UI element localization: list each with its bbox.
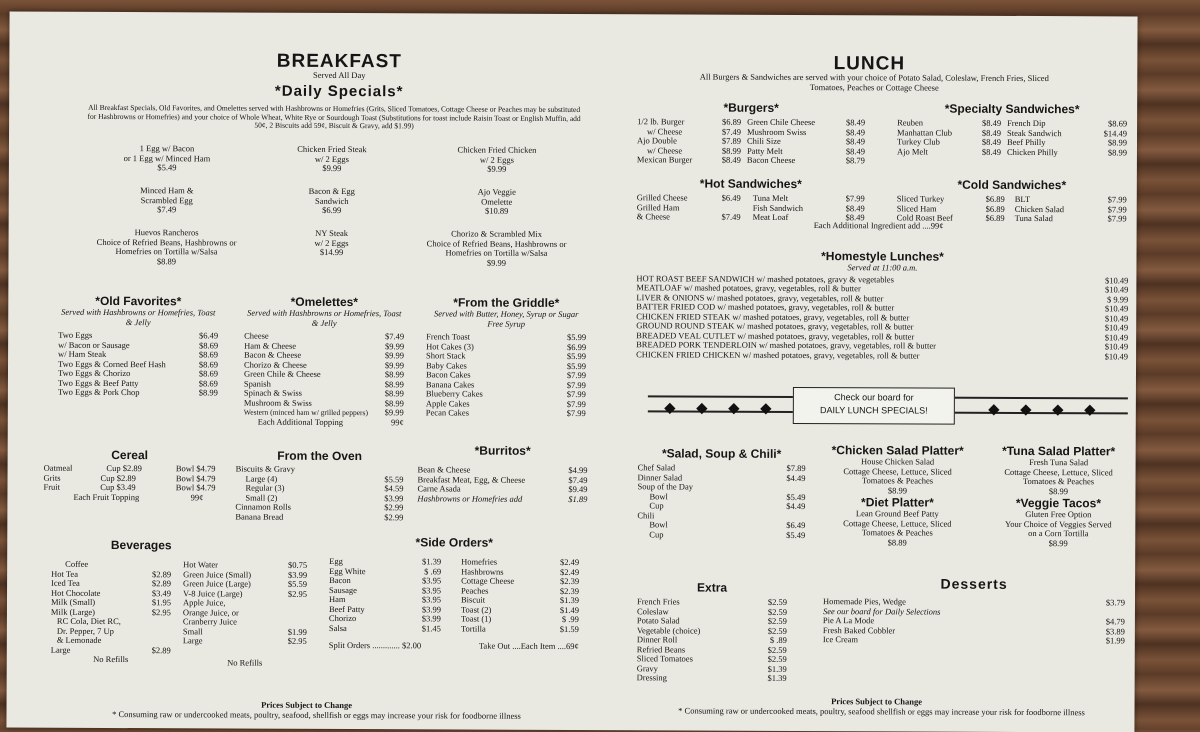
menu-row: Pie A La Mode $4.79 — [822, 615, 1125, 627]
platter-line: on a Corn Tortilla — [1028, 527, 1089, 539]
menu-row: Carne Asada $9.49 — [417, 483, 588, 495]
diamond-icon — [1084, 405, 1095, 416]
special-item: Huevos Rancheros Choice of Refried Beans, Hashbrowns or Homefries on Tortilla w/Salsa $8.89 — [96, 227, 237, 266]
menu-row: Orange Juice, or — [182, 606, 239, 618]
menu-row: Baby Cakes $5.99 — [426, 359, 587, 371]
menu-row: Two Eggs & Beef Patty $8.69 — [57, 377, 218, 388]
platter-line: Cottage Cheese, Lettuce, Sliced — [843, 465, 952, 477]
menu-row: Toast (2) $1.49 — [460, 604, 579, 615]
menu-row: Hot Cakes (3) $6.99 — [426, 340, 587, 352]
cold-sandwiches-section — [897, 177, 1127, 224]
menu-row: Meat Loaf $8.49 — [752, 211, 865, 223]
desserts-title: Desserts — [940, 575, 1008, 592]
menu-row: Cottage Cheese $2.39 — [461, 575, 580, 587]
side-orders-section — [329, 535, 580, 652]
menu-row: Reuben $8.49 — [897, 117, 1002, 128]
take-out-note: Take Out ....Each Item ....69¢ — [478, 640, 579, 652]
platter-line: Gluten Free Option — [1025, 508, 1092, 520]
menu-row: Refried Beans $2.59 — [636, 643, 787, 655]
breakfast-title: BREAKFAST — [276, 50, 402, 73]
platter-line: Cottage Cheese, Lettuce, Sliced — [843, 517, 952, 529]
cereal-section — [43, 448, 215, 503]
salad-soup-chili-title: *Salad, Soup & Chili* — [661, 446, 782, 461]
menu-row: Large $2.89 — [50, 644, 171, 655]
menu-row: BREADED VEAL CUTLET w/ mashed potatoes, gravy, vegetables, roll & butter $10.49 — [636, 329, 1129, 342]
veggie-tacos-section — [983, 496, 1133, 549]
menu-row: Each Fruit Topping 99¢ — [73, 491, 204, 502]
no-refills-note: No Refills — [93, 653, 129, 665]
menu-row: V-8 Juice (Large) $2.95 — [183, 587, 308, 599]
menu-row: Coleslaw $2.59 — [636, 605, 787, 617]
menu-row: Cup $4.49 — [649, 500, 806, 512]
menu-row: Chicken Philly $8.99 — [1006, 146, 1127, 157]
menu-row: Short Stack $5.99 — [426, 350, 587, 362]
diamond-icon — [1052, 404, 1063, 415]
menu-row: Chicken Salad $7.99 — [1014, 203, 1127, 214]
lunch-title: LUNCH — [833, 53, 906, 75]
menu-row: Dressing $1.39 — [636, 672, 787, 683]
menu-row: Ajo Melt $8.49 — [896, 145, 1001, 157]
lunch-page — [616, 14, 1137, 732]
menu-row: Grilled Ham — [636, 201, 680, 212]
menu-row: Egg $1.39 — [329, 555, 442, 567]
menu-row: French Dip $8.69 — [1007, 117, 1128, 129]
board-line-2: DAILY LUNCH SPECIALS! — [819, 405, 928, 416]
platter-line: Cottage Cheese, Lettuce, Sliced — [1004, 466, 1113, 477]
menu-row: MEATLOAF w/ mashed potatoes, gravy, vegetables, roll & butter $10.49 — [636, 282, 1129, 295]
menu-row: Small $1.99 — [182, 625, 307, 637]
menu-row: Pecan Cakes $7.99 — [425, 407, 586, 419]
menu-row: CHICKEN FRIED STEAK w/ mashed potatoes, gravy, vegetables, roll & butter $10.49 — [636, 310, 1129, 323]
special-item: Chorizo & Scrambled Mix Choice of Refried Beans, Hashbrowns or Homefries on Tortilla w/Salsa $9.99 — [426, 228, 567, 268]
menu-row: Spanish $8.99 — [243, 378, 404, 389]
menu-row: Hot Chocolate $3.49 — [51, 587, 172, 598]
diamond-icon — [664, 403, 675, 414]
menu-row: French Fries $2.59 — [636, 596, 788, 607]
menu-row: w/ Ham Steak $8.69 — [58, 348, 219, 360]
menu-row: Two Eggs $6.49 — [58, 329, 219, 341]
oven-section — [235, 449, 403, 523]
burgers-title: *Burgers* — [723, 100, 779, 115]
menu-row: Each Additional Topping 99¢ — [257, 416, 404, 427]
griddle-section — [426, 295, 587, 418]
beverages-title: Beverages — [110, 537, 172, 553]
menu-row: French Toast $5.99 — [426, 331, 587, 343]
menu-row: Mushroom Swiss $8.49 — [747, 126, 866, 137]
menu-row: w/ Cheese $7.49 — [647, 125, 742, 137]
griddle-note: Served with Butter, Honey, Syrup or Sugar Free Syrup — [433, 308, 579, 329]
special-item: Minced Ham & Scrambled Egg $7.49 — [140, 185, 194, 215]
menu-row: Spinach & Swiss $8.99 — [243, 387, 404, 399]
platter-line: Your Choice of Veggies Served — [1004, 518, 1112, 529]
menu-row: Sausage $3.95 — [329, 584, 442, 595]
special-item: Chicken Fried Chicken w/ 2 Eggs $9.99 — [457, 144, 537, 174]
menu-row: Fresh Baked Cobbler $3.89 — [822, 624, 1125, 636]
menu-row: Steak Sandwich $14.49 — [1007, 127, 1128, 138]
menu-row: 1/2 lb. Burger $6.89 — [637, 116, 742, 127]
veggie-tacos-title: *Veggie Tacos* — [1015, 495, 1102, 511]
menu-row: RC Cola, Diet RC, — [56, 615, 121, 627]
menu-row: Oatmeal Cup $2.89 Bowl $4.79 — [43, 462, 216, 474]
menu-row: Biscuits & Gravy — [235, 463, 296, 474]
oven-title: From the Oven — [277, 448, 363, 464]
hot-sandwiches-title: *Hot Sandwiches* — [699, 176, 802, 192]
platter-line: House Chicken Salad — [860, 456, 935, 467]
menu-row: Coffee — [65, 558, 89, 569]
menu-row: Sliced Tomatoes $2.59 — [636, 653, 787, 664]
platter-line: Tomatoes & Peaches — [861, 475, 934, 486]
menu-row: Grilled Cheese $6.49 — [636, 192, 741, 203]
menu-row: Banana Cakes $7.99 — [425, 378, 586, 390]
menu-row: Tortilla $1.59 — [460, 623, 579, 634]
menu-row: Mexican Burger $8.49 — [636, 154, 741, 165]
menu-row: Soup of the Day — [637, 481, 694, 492]
platter-line: Tomatoes & Peaches — [861, 527, 933, 538]
daily-specials-note: All Breakfast Specials, Old Favorites, and Omelettes served with Hashbrowns or Homefries (Grits, Sliced Tomatoes, Cottage Cheese or Peaches may be substituted for Hashbrowns or Homefries) and your choice of Whole Wheat, White Rye or Sourdough Toast (Substitutions for toast include Raisin Toast or English Muffin, add 50¢, 2 Biscuits add 59¢, Biscuit & Gravy, add $1.99) — [87, 102, 581, 131]
menu-row: Fish Sandwich $8.49 — [752, 202, 865, 213]
menu-row: Two Eggs & Chorizo $8.69 — [57, 367, 219, 379]
menu-row: Two Eggs & Corned Beef Hash $8.69 — [58, 358, 219, 369]
breakfast-subtitle: Served All Day — [313, 69, 366, 81]
menu-sheet — [6, 12, 1137, 732]
homestyle-title: *Homestyle Lunches* — [821, 249, 944, 264]
homestyle-section — [636, 248, 1128, 361]
menu-row: Beef Philly $8.99 — [1006, 136, 1128, 148]
beverages-section — [51, 538, 308, 668]
burgers-section — [637, 100, 865, 165]
extra-section — [637, 580, 787, 683]
menu-row: Large (4) $5.59 — [245, 473, 404, 484]
menu-row: Bacon $3.95 — [329, 574, 442, 586]
cold-sandwiches-title: *Cold Sandwiches* — [957, 177, 1067, 193]
menu-row: Dr. Pepper, 7 Up — [56, 625, 114, 636]
old-favorites-note: Served with Hashbrowns or Homefries, Toast & Jelly — [61, 306, 216, 327]
menu-row: Western (minced ham w/ grilled peppers) $9.99 — [243, 407, 404, 418]
special-item: NY Steak w/ 2 Eggs $14.99 — [314, 227, 349, 258]
menu-row: Banana Bread $2.99 — [235, 511, 404, 522]
menu-row: w/ Cheese $8.99 — [646, 144, 741, 156]
burritos-title: *Burritos* — [474, 443, 531, 458]
diamond-icon — [988, 404, 999, 415]
menu-row: Bacon Cakes $7.99 — [425, 369, 587, 381]
menu-row: Cheese $7.49 — [244, 330, 405, 342]
menu-row: Potato Salad $2.59 — [636, 615, 787, 626]
menu-row: w/ Bacon or Sausage $8.69 — [58, 339, 219, 350]
diamond-row-left — [654, 399, 794, 418]
menu-row: Green Juice (Small) $3.99 — [183, 568, 308, 580]
daily-specials-grid — [96, 144, 567, 268]
menu-row: Homemade Pies, Wedge $3.79 — [822, 596, 1126, 608]
additional-ingredient-note: Each Additional Ingredient add ....99¢ — [813, 220, 944, 231]
menu-row: Ham & Cheese $9.99 — [244, 340, 405, 351]
lunch-warning: * Consuming raw or undercooked meats, poultry, seafood shellfish or eggs may increase your risk for foodborne illness — [678, 705, 1085, 718]
platter-price: $8.89 — [887, 536, 907, 547]
diamond-icon — [728, 403, 739, 414]
menu-row: Hashbrowns $2.49 — [461, 566, 580, 577]
menu-row: Dinner Salad $4.49 — [637, 471, 806, 483]
desserts-section — [823, 575, 1125, 646]
hot-sandwiches-section — [637, 176, 865, 222]
old-favorites-title: *Old Favorites* — [95, 293, 182, 309]
menu-row: Small (2) $3.99 — [245, 492, 404, 503]
menu-row: Two Eggs & Pork Chop $8.99 — [57, 386, 218, 398]
menu-row: CHICKEN FRIED CHICKEN w/ mashed potatoes, gravy, vegetables, roll & butter $10.49 — [636, 348, 1129, 361]
menu-row: Breakfast Meat, Egg, & Cheese $7.49 — [417, 473, 588, 485]
special-item: 1 Egg w/ Bacon or 1 Egg w/ Minced Ham $5.49 — [123, 143, 211, 173]
menu-row: Chef Salad $7.89 — [637, 462, 806, 474]
griddle-title: *From the Griddle* — [453, 295, 560, 310]
menu-row: Apple Juice, — [182, 597, 226, 608]
platter-price: $8.99 — [1048, 485, 1069, 496]
daily-lunch-specials-board — [793, 387, 955, 425]
specialty-sandwiches-section — [897, 101, 1127, 157]
menu-row: Patty Melt $8.49 — [746, 145, 865, 156]
menu-row: Regular (3) $4.59 — [245, 482, 404, 494]
menu-row: Cold Roast Beef $6.89 — [896, 212, 1005, 223]
menu-row: Ham $3.95 — [328, 593, 442, 605]
menu-row: Green Chile Cheese $8.49 — [747, 116, 866, 128]
breakfast-page — [6, 12, 609, 731]
menu-row: Bowl $5.49 — [649, 490, 806, 502]
menu-row: Fruit Cup $3.49 Bowl $4.79 — [43, 481, 216, 493]
menu-row: Green Chile & Cheese $8.99 — [243, 368, 405, 380]
menu-row: Iced Tea $2.89 — [51, 577, 172, 589]
platter-price: $8.99 — [1048, 537, 1068, 548]
side-orders-left-column — [329, 557, 441, 633]
platter-line: Fresh Tuna Salad — [1029, 456, 1089, 468]
menu-row: Bacon Cheese $8.79 — [746, 154, 865, 166]
diamond-icon — [696, 403, 707, 414]
menu-row: Milk (Small) $1.95 — [50, 596, 172, 608]
burritos-section — [417, 443, 587, 504]
chicken-salad-platter-title: *Chicken Salad Platter* — [831, 443, 964, 458]
menu-row: Homefries $2.49 — [461, 556, 580, 568]
menu-row: Toast (1) $ .99 — [460, 613, 579, 625]
split-orders-note: Split Orders ............. $2.00 — [328, 639, 422, 651]
menu-row: Gravy $1.39 — [636, 662, 787, 674]
specialty-sandwiches-title: *Specialty Sandwiches* — [944, 101, 1080, 117]
menu-row: Cinnamon Rolls $2.99 — [235, 501, 404, 513]
menu-row: Ice Cream $1.99 — [822, 634, 1125, 646]
menu-row: Vegetable (choice) $2.59 — [636, 624, 787, 636]
menu-row: Hot Water $0.75 — [183, 559, 308, 570]
breakfast-prices-note: Prices Subject to Change — [261, 699, 353, 711]
menu-row: Large $2.95 — [182, 635, 307, 646]
omelettes-section — [244, 295, 405, 428]
menu-row: Hashbrowns or Homefries add $1.89 — [417, 492, 588, 504]
cereal-title: Cereal — [111, 447, 149, 463]
menu-row: Beef Patty $3.99 — [328, 603, 441, 614]
board-line-1: Check our board for — [834, 392, 914, 403]
beverages-left-column — [51, 560, 171, 668]
extra-title: Extra — [697, 580, 728, 595]
chicken-salad-platter-section — [813, 443, 981, 496]
menu-row: Green Juice (Large) $5.59 — [183, 578, 308, 589]
menu-row: BREADED PORK TENDERLOIN w/ mashed potatoes, gravy, vegetables, roll & butter $10.49 — [636, 339, 1129, 352]
homestyle-note: Served at 11:00 a.m. — [847, 262, 918, 273]
no-refills-note: No Refills — [227, 656, 263, 668]
menu-row: Apple Cakes $7.99 — [425, 397, 586, 409]
diamond-icon — [760, 403, 771, 414]
menu-row: Bean & Cheese $4.99 — [417, 464, 588, 476]
menu-row: Cranberry Juice — [182, 616, 237, 627]
salad-soup-chili-section — [637, 446, 805, 540]
menu-row: & Cheese $7.49 — [636, 211, 741, 222]
menu-row: HOT ROAST BEEF SANDWICH w/ mashed potatoes, gravy & vegetables $10.49 — [636, 272, 1129, 285]
menu-row: Milk (Large) $2.95 — [50, 606, 171, 617]
menu-row: Sliced Ham $6.89 — [896, 202, 1005, 214]
old-favorites-section — [58, 294, 218, 398]
menu-row: Egg White $ .69 — [329, 565, 442, 576]
menu-row: Turkey Club $8.49 — [896, 136, 1002, 147]
menu-row: LIVER & ONIONS w/ mashed potatoes, gravy, vegetables, roll & butter $ 9.99 — [636, 291, 1129, 304]
breakfast-warning: * Consuming raw or undercooked meats, poultry, seafood, shellfish or eggs may increase your risk for foodborne illness — [112, 708, 521, 721]
menu-row: Chorizo & Cheese $9.99 — [244, 359, 405, 370]
menu-row: Blueberry Cakes $7.99 — [425, 388, 586, 400]
menu-row: BLT $7.99 — [1014, 193, 1127, 205]
special-item: Bacon & Egg Sandwich $6.99 — [308, 185, 355, 215]
menu-row: Tuna Melt $7.99 — [752, 192, 865, 204]
tuna-salad-platter-title: *Tuna Salad Platter* — [1002, 443, 1116, 459]
omelettes-note: Served with Hashbrowns or Homefries, Toast & Jelly — [247, 307, 402, 328]
diet-platter-title: *Diet Platter* — [861, 495, 934, 510]
lunch-prices-note: Prices Subject to Change — [831, 696, 923, 707]
daily-specials-title: *Daily Specials* — [274, 82, 404, 101]
menu-row: Sliced Turkey $6.89 — [896, 193, 1005, 204]
platter-line: Lean Ground Beef Patty — [855, 508, 939, 519]
platter-line: Tomatoes & Peaches — [1022, 475, 1095, 487]
diamond-icon — [1020, 404, 1031, 415]
menu-row: Chorizo $3.99 — [328, 612, 441, 624]
menu-row: Peaches $2.39 — [461, 585, 580, 596]
menu-row: Bacon & Cheese $9.99 — [244, 349, 405, 361]
menu-row: Ajo Double $7.89 — [636, 135, 742, 146]
menu-row: GROUND ROUND STEAK w/ mashed potatoes, gravy, vegetables, roll & butter $10.49 — [636, 320, 1129, 333]
menu-row: Cup $5.49 — [649, 528, 806, 540]
special-item: Chicken Fried Steak w/ 2 Eggs $9.99 — [297, 143, 367, 173]
menu-row: Biscuit $1.39 — [460, 594, 580, 606]
menu-row: Chili Size $8.49 — [746, 135, 866, 147]
menu-row: Tuna Salad $7.99 — [1014, 212, 1127, 224]
menu-row: Manhattan Club $8.49 — [897, 126, 1002, 138]
menu-row: Grits Cup $2.89 Bowl $4.79 — [43, 472, 216, 483]
lunch-subtitle: All Burgers & Sandwiches are served with your choice of Potato Salad, Coleslaw, French Fries, Sliced Tomatoes, Peaches or Cottage Cheese — [699, 71, 1049, 93]
menu-row: Hot Tea $2.89 — [51, 568, 172, 579]
side-orders-right-column — [461, 558, 579, 635]
tuna-salad-platter-section — [983, 444, 1133, 497]
diamond-row-right — [978, 401, 1128, 420]
menu-row: Chili — [637, 509, 655, 520]
platter-price: $8.99 — [887, 484, 908, 495]
diet-platter-section — [813, 495, 981, 548]
special-item: Ajo Veggie Omelette $10.89 — [477, 186, 516, 216]
menu-row: Salsa $1.45 — [328, 622, 441, 633]
omelettes-title: *Omelettes* — [290, 294, 359, 310]
side-orders-title: *Side Orders* — [415, 535, 493, 550]
menu-row: BATTER FRIED COD w/ mashed potatoes, gravy, vegetables, roll & butter $10.49 — [636, 301, 1129, 314]
menu-row: See our board for Daily Selections — [822, 605, 941, 617]
menu-row: Bowl $6.49 — [649, 519, 806, 531]
menu-row: & Lemonade — [56, 634, 102, 645]
beverages-right-column — [183, 560, 307, 668]
menu-row: Mushroom & Swiss $8.99 — [243, 397, 404, 408]
menu-row: Dinner Roll $ .89 — [636, 634, 787, 645]
